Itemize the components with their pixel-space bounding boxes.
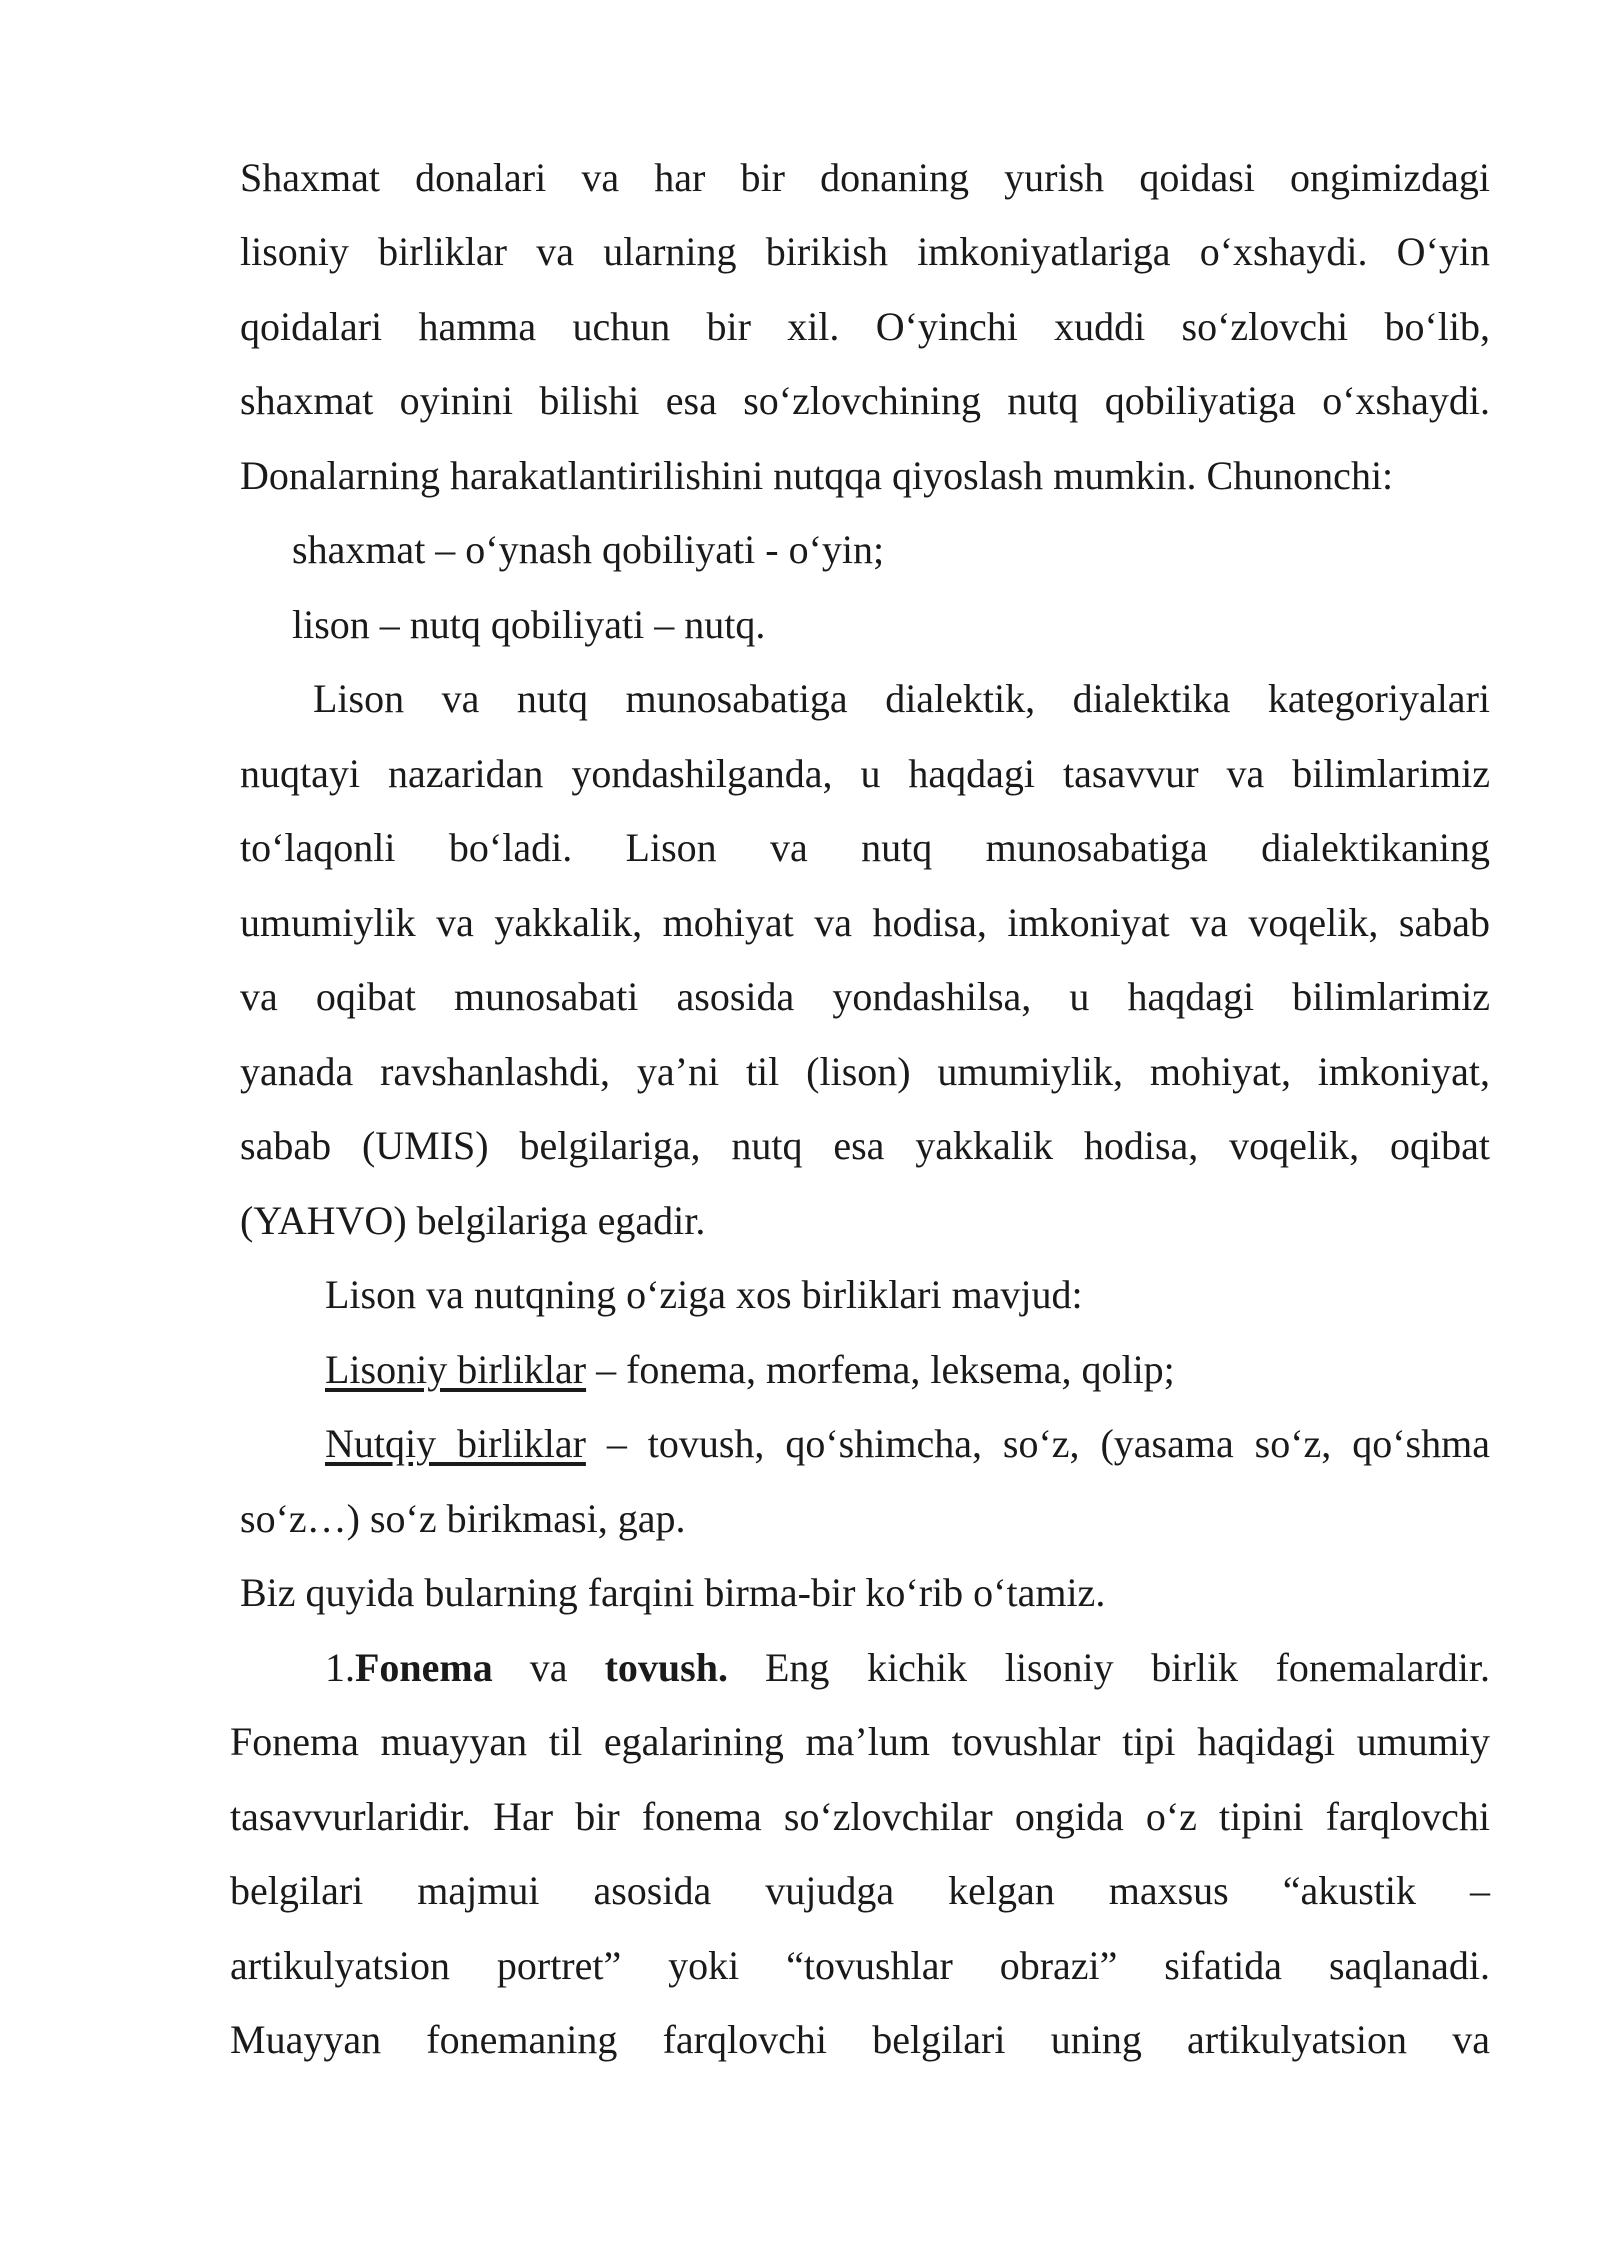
paragraph-1-line-4: shaxmat oyinini bilishi esa soʻzlovchining nutq qobiliyatiga oʻxshaydi. bbox=[240, 378, 1490, 423]
paragraph-1-line-1: Shaxmat donalari va har bir donaning yurish qoidasi ongimizdagi bbox=[240, 155, 1490, 200]
paragraph-1-line-2: lisoniy birliklar va ularning birikish imkoniyatlariga oʻxshaydi. Oʻyin bbox=[240, 229, 1490, 274]
nutqiy-units-continuation: soʻz…) soʻz birikmasi, gap. bbox=[240, 1496, 686, 1541]
comparison-line-lison: lison – nutq qobiliyati – nutq. bbox=[292, 602, 766, 647]
paragraph-2-line-7: sabab (UMIS) belgilariga, nutq esa yakkalik hodisa, voqelik, oqibat bbox=[240, 1123, 1490, 1168]
nutqiy-units-list: – tovush, qoʻshimcha, soʻz, (yasama soʻz, qoʻshma bbox=[585, 1421, 1490, 1466]
section-number: 1. bbox=[325, 1645, 355, 1690]
fonema-definition-start: Eng kichik lisoniy birlik fonemalardir. bbox=[764, 1645, 1490, 1690]
lisoniy-units-term: Lisoniy birliklar bbox=[325, 1347, 587, 1392]
paragraph-2-line-8: (YAHVO) belgilariga egadir. bbox=[240, 1198, 706, 1243]
paragraph-2-line-3: toʻlaqonli boʻladi. Lison va nutq munosabatiga dialektikaning bbox=[240, 825, 1490, 870]
paragraph-2-line-5: va oqibat munosabati asosida yondashilsa, u haqdagi bilimlarimiz bbox=[240, 974, 1490, 1019]
paragraph-2-line-2: nuqtayi nazaridan yondashilganda, u haqdagi tasavvur va bilimlarimiz bbox=[240, 751, 1490, 796]
paragraph-2-line-1: Lison va nutq munosabatiga dialektik, dialektika kategoriyalari bbox=[313, 676, 1490, 721]
lisoniy-units-line bbox=[325, 1340, 1175, 1400]
paragraph-1-line-3: qoidalari hamma uchun bir xil. Oʻyinchi xuddi soʻzlovchi boʻlib, bbox=[240, 304, 1490, 349]
tovush-term: tovush. bbox=[604, 1645, 728, 1690]
fonema-heading-start bbox=[325, 1638, 493, 1698]
nutqiy-units-line bbox=[325, 1414, 1490, 1474]
paragraph-2-line-6: yanada ravshanlashdi, ya’ni til (lison) umumiylik, mohiyat, imkoniyat, bbox=[240, 1049, 1490, 1094]
conjunction: va bbox=[529, 1645, 568, 1690]
nutqiy-units-term: Nutqiy birliklar bbox=[325, 1421, 586, 1466]
comparison-line-shaxmat: shaxmat – oʻynash qobiliyati - oʻyin; bbox=[292, 527, 885, 572]
paragraph-4-line-2: Fonema muayyan til egalarining ma’lum tovushlar tipi haqidagi umumiy bbox=[230, 1719, 1490, 1764]
paragraph-4-line-4: belgilari majmui asosida vujudga kelgan maxsus “akustik – bbox=[230, 1868, 1490, 1913]
paragraph-1-line-5: Donalarning harakatlantirilishini nutqqa qiyoslash mumkin. Chunonchi: bbox=[240, 453, 1394, 498]
fonema-heading-line bbox=[325, 1638, 1490, 1698]
units-intro: Lison va nutqning oʻziga xos birliklari mavjud: bbox=[325, 1272, 1083, 1317]
paragraph-4-line-6: Muayyan fonemaning farqlovchi belgilari uning artikulyatsion va bbox=[230, 2017, 1490, 2062]
units-closing: Biz quyida bularning farqini birma-bir koʻrib oʻtamiz. bbox=[240, 1570, 1106, 1615]
lisoniy-units-list: – fonema, morfema, leksema, qolip; bbox=[586, 1347, 1175, 1392]
paragraph-4-line-3: tasavvurlaridir. Har bir fonema soʻzlovchilar ongida oʻz tipini farqlovchi bbox=[230, 1794, 1490, 1839]
paragraph-4-line-5: artikulyatsion portret” yoki “tovushlar obrazi” sifatida saqlanadi. bbox=[230, 1943, 1490, 1988]
paragraph-2-line-4: umumiylik va yakkalik, mohiyat va hodisa, imkoniyat va voqelik, sabab bbox=[240, 900, 1490, 945]
fonema-term: Fonema bbox=[355, 1645, 493, 1690]
